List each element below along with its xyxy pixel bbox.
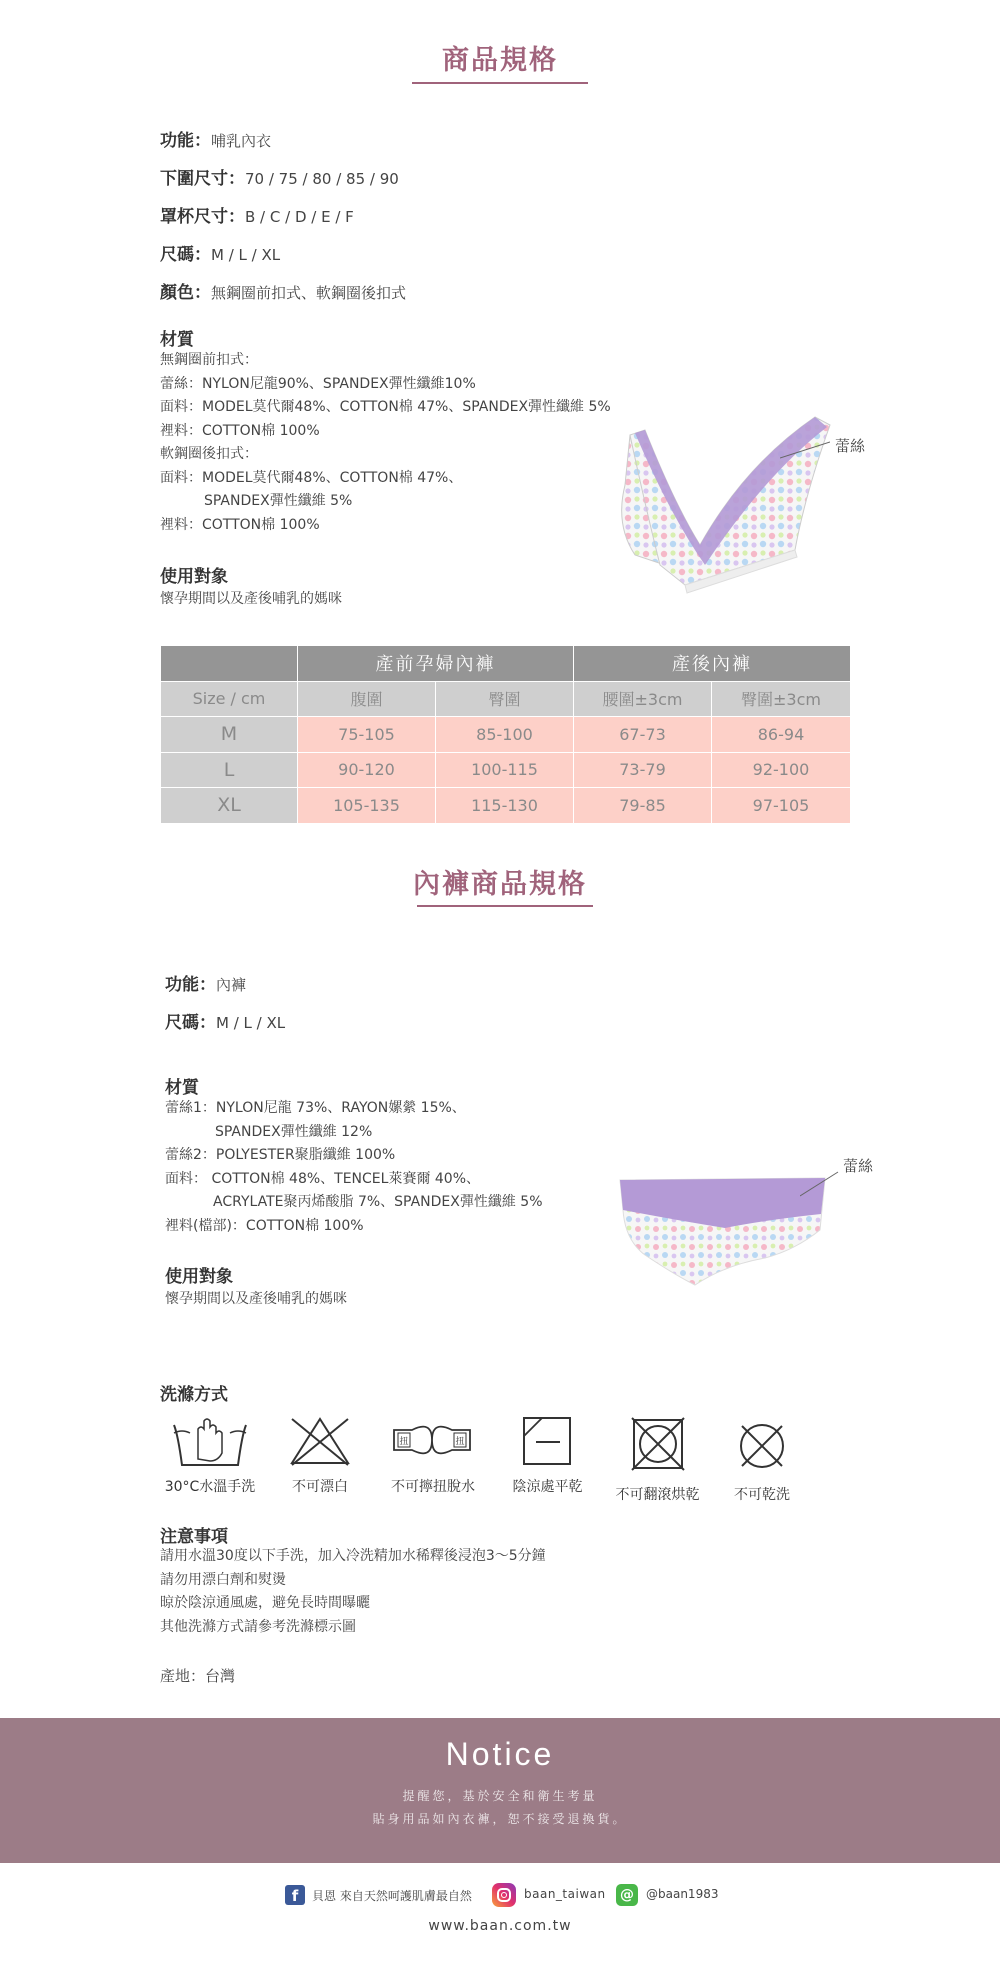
website-link[interactable]: www.baan.com.tw	[428, 1918, 572, 1934]
hand-wash-icon	[170, 1415, 250, 1470]
line-icon[interactable]: @	[616, 1884, 638, 1906]
facebook-icon[interactable]: f	[285, 1885, 305, 1905]
table-cell: 115-130	[436, 788, 574, 824]
lace-label: 蕾絲	[843, 1157, 874, 1175]
material-line: 面料：MODEL莫代爾48%、COTTON棉 47%、	[160, 469, 463, 486]
material-line: SPANDEX彈性纖維 5%	[204, 493, 353, 509]
table-header-cell: 腰圍±3cm	[574, 681, 712, 717]
material-line: 無鋼圈前扣式：	[160, 352, 258, 368]
table-cell: 97-105	[712, 788, 851, 824]
care-label: 不可乾洗	[734, 1487, 790, 1503]
table-cell: 75-105	[298, 717, 436, 753]
table-group-header: 產後內褲	[574, 646, 851, 682]
material-line: SPANDEX彈性纖維 12%	[215, 1123, 373, 1140]
material-list	[165, 1097, 543, 1238]
table-cell: 73-79	[574, 752, 712, 788]
table-header-cell: 臀圍	[436, 681, 574, 717]
table-row-label: M	[161, 717, 298, 753]
section-title: 內褲商品規格	[413, 869, 587, 900]
spec-function: 功能：內褲	[165, 975, 247, 995]
material-heading: 材質	[160, 330, 194, 350]
target-text: 懷孕期間以及產後哺乳的媽咪	[165, 1291, 347, 1307]
no-bleach-icon	[288, 1415, 352, 1467]
notes-list	[160, 1545, 546, 1639]
table-row	[161, 752, 851, 788]
care-label: 不可漂白	[292, 1479, 348, 1495]
table-cell: 67-73	[574, 717, 712, 753]
care-label: 不可翻滾烘乾	[615, 1487, 700, 1503]
notice-line: 貼身用品如內衣褲，恕不接受退換貨。	[372, 1812, 628, 1826]
material-line: 裡料：COTTON棉 100%	[160, 422, 320, 439]
dry-flat-shade-icon	[522, 1416, 572, 1466]
spec-cup: 罩杯尺寸：B / C / D / E / F	[160, 207, 354, 227]
table-cell: 92-100	[712, 752, 851, 788]
bra-image	[605, 405, 855, 605]
svg-text:扭: 扭	[399, 1437, 409, 1447]
material-line: ACRYLATE聚丙烯酸脂 7%、SPANDEX彈性纖維 5%	[213, 1194, 543, 1210]
note-line: 請用水溫30度以下手洗，加入冷洗精加水稀釋後浸泡3～5分鐘	[160, 1548, 546, 1564]
note-line: 其他洗滌方式請參考洗滌標示圖	[160, 1618, 356, 1635]
instagram-link[interactable]: baan_taiwan	[524, 1887, 606, 1901]
care-label: 不可擰扭脫水	[391, 1479, 475, 1495]
table-cell: 105-135	[298, 788, 436, 824]
notes-heading: 注意事項	[160, 1527, 228, 1547]
table-row	[161, 788, 851, 824]
no-wring-icon	[390, 1420, 474, 1460]
material-line: 蕾絲2：POLYESTER聚脂纖維 100%	[165, 1147, 396, 1163]
care-label: 陰涼處平乾	[512, 1479, 583, 1495]
material-list	[160, 349, 611, 537]
material-line: 面料： COTTON棉 48%、TENCEL萊賽爾 40%、	[165, 1170, 481, 1187]
size-table	[160, 645, 851, 824]
material-line: 蕾絲：NYLON尼龍90%、SPANDEX彈性纖維10%	[160, 375, 476, 392]
spec-underbust: 下圍尺寸：70 / 75 / 80 / 85 / 90	[160, 169, 399, 189]
table-row	[161, 717, 851, 753]
table-cell: 90-120	[298, 752, 436, 788]
origin-text: 產地：台灣	[160, 1667, 236, 1685]
spec-size: 尺碼：M / L / XL	[160, 245, 281, 265]
care-heading: 洗滌方式	[160, 1385, 228, 1405]
line-link[interactable]: @baan1983	[646, 1887, 719, 1901]
table-group-header-row	[161, 646, 851, 682]
care-label: 30°C水溫手洗	[164, 1479, 256, 1495]
title-underline	[417, 905, 593, 907]
notice-line: 提醒您，基於安全和衛生考量	[402, 1789, 598, 1803]
table-cell: 86-94	[712, 717, 851, 753]
target-heading: 使用對象	[160, 567, 228, 587]
table-header-cell: 腹圍	[298, 681, 436, 717]
material-heading: 材質	[165, 1078, 199, 1098]
target-heading: 使用對象	[165, 1267, 233, 1287]
table-group-header: 產前孕婦內褲	[298, 646, 574, 682]
svg-text:扭: 扭	[455, 1437, 465, 1447]
material-line: 蕾絲1：NYLON尼龍 73%、RAYON嫘縈 15%、	[165, 1100, 466, 1116]
table-corner	[161, 646, 298, 682]
table-cell: 85-100	[436, 717, 574, 753]
material-line: 面料：MODEL莫代爾48%、COTTON棉 47%、SPANDEX彈性纖維 5%	[160, 399, 611, 415]
notice-title: Notice	[445, 1736, 555, 1772]
material-line: 軟鋼圈後扣式：	[160, 446, 258, 462]
lace-label: 蕾絲	[835, 437, 866, 455]
facebook-link[interactable]: 貝恩 來自天然呵護肌膚最自然	[312, 1889, 472, 1903]
lace-pointer-line	[780, 440, 830, 460]
target-text: 懷孕期間以及產後哺乳的媽咪	[160, 591, 342, 607]
panty-image	[615, 1170, 830, 1290]
spec-function: 功能：哺乳內衣	[160, 131, 272, 151]
table-header-cell: 臀圍±3cm	[712, 681, 851, 717]
spec-size: 尺碼：M / L / XL	[165, 1013, 286, 1033]
material-line: 裡料：COTTON棉 100%	[160, 516, 320, 533]
lace-pointer-line	[800, 1170, 840, 1198]
title-underline	[412, 82, 588, 84]
table-row-label: XL	[161, 788, 298, 824]
table-cell: 100-115	[436, 752, 574, 788]
table-cell: 79-85	[574, 788, 712, 824]
spec-color: 顏色：無鋼圈前扣式、軟鋼圈後扣式	[160, 283, 407, 303]
note-line: 請勿用漂白劑和熨燙	[160, 1571, 286, 1588]
no-dry-clean-icon	[736, 1420, 788, 1472]
notice-banner	[0, 1718, 1000, 1863]
table-row-label: L	[161, 752, 298, 788]
no-tumble-dry-icon	[630, 1416, 686, 1472]
note-line: 晾於陰涼通風處，避免長時間曝曬	[160, 1595, 370, 1611]
material-line: 裡料(檔部)：COTTON棉 100%	[165, 1217, 364, 1234]
table-header-cell: Size / cm	[161, 681, 298, 717]
table-sub-header-row	[161, 681, 851, 717]
instagram-icon[interactable]	[492, 1883, 516, 1907]
section-title: 商品規格	[442, 45, 558, 76]
